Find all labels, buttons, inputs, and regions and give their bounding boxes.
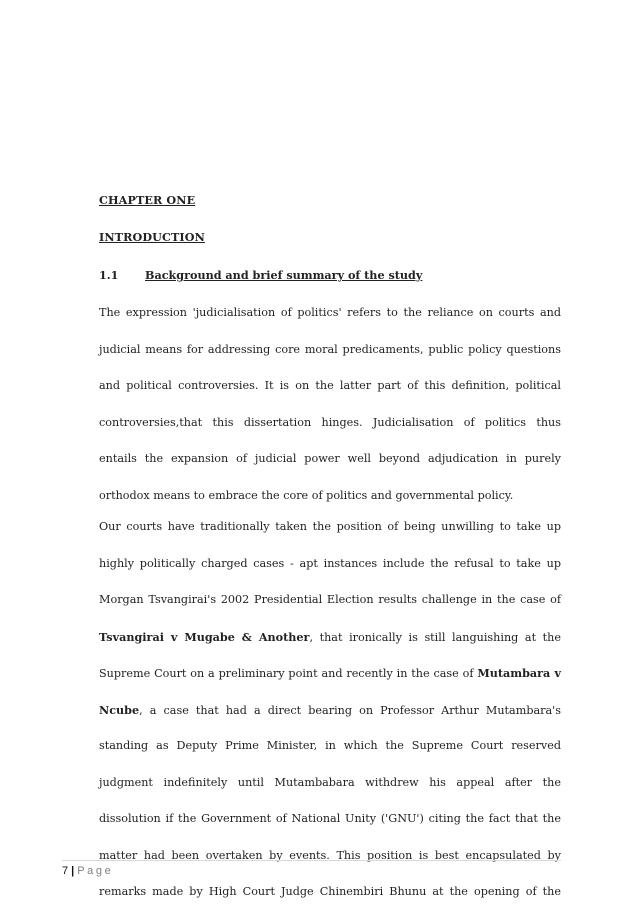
paragraph-line (99, 629, 561, 666)
paragraph-line: remarks made by High Court Judge Chinembiri Bhunu at the opening of the (99, 885, 561, 898)
paragraph-text: , that ironically is still languishing at the (309, 630, 561, 644)
introduction-heading: INTRODUCTION (99, 230, 205, 244)
paragraph-text: , a case that had a direct bearing on Professor Arthur Mutambara's (139, 703, 561, 717)
paragraph-1 (99, 305, 561, 525)
paragraph-line: entails the expansion of judicial power well beyond adjudication in purely (99, 452, 561, 466)
page-label: Page (77, 865, 114, 877)
section-heading (99, 268, 422, 282)
paragraph-line: orthodox means to embrace the core of politics and governmental policy. (99, 488, 514, 502)
case-citation-ncube: Ncube (99, 702, 140, 717)
paragraph-line: dissolution if the Government of National Unity ('GNU') citing the fact that the (99, 812, 561, 825)
section-number: 1.1 (99, 268, 119, 282)
paragraph-text: Supreme Court on a preliminary point and recently in the case of (99, 667, 478, 680)
case-citation-mutambara: Mutambara v (477, 666, 561, 680)
paragraph-line: and political controversies. It is on the latter part of this definition, political (99, 379, 561, 393)
paragraph-line: The expression 'judicialisation of politics' refers to the reliance on courts and (99, 306, 561, 319)
paragraph-line: matter had been overtaken by events. This position is best encapsulated by (99, 848, 561, 862)
paragraph-line: standing as Deputy Prime Minister, in which the Supreme Court reserved (99, 739, 561, 752)
paragraph-line: controversies,that this dissertation hinges. Judicialisation of politics thus (99, 415, 561, 429)
paragraph-line: Our courts have traditionally taken the position of being unwilling to take up (99, 520, 561, 533)
paragraph-line: judgment indefinitely until Mutambabara withdrew his appeal after the (99, 775, 561, 789)
chapter-heading: CHAPTER ONE (99, 193, 196, 207)
page-number: 7 (62, 865, 69, 877)
page-footer (62, 865, 113, 877)
paragraph-line (99, 702, 561, 739)
section-title: Background and brief summary of the study (145, 268, 423, 282)
footer-divider (62, 860, 561, 861)
case-citation-tsvangirai: Tsvangirai v Mugabe & Another (99, 629, 310, 644)
paragraph-line: judicial means for addressing core moral predicaments, public policy questions (99, 342, 561, 356)
paragraph-line: highly politically charged cases - apt instances include the refusal to take up (99, 556, 561, 570)
paragraph-line (99, 665, 561, 702)
paragraph-line: Morgan Tsvangirai's 2002 Presidential Election results challenge in the case of (99, 593, 561, 606)
footer-separator: | (71, 865, 75, 877)
